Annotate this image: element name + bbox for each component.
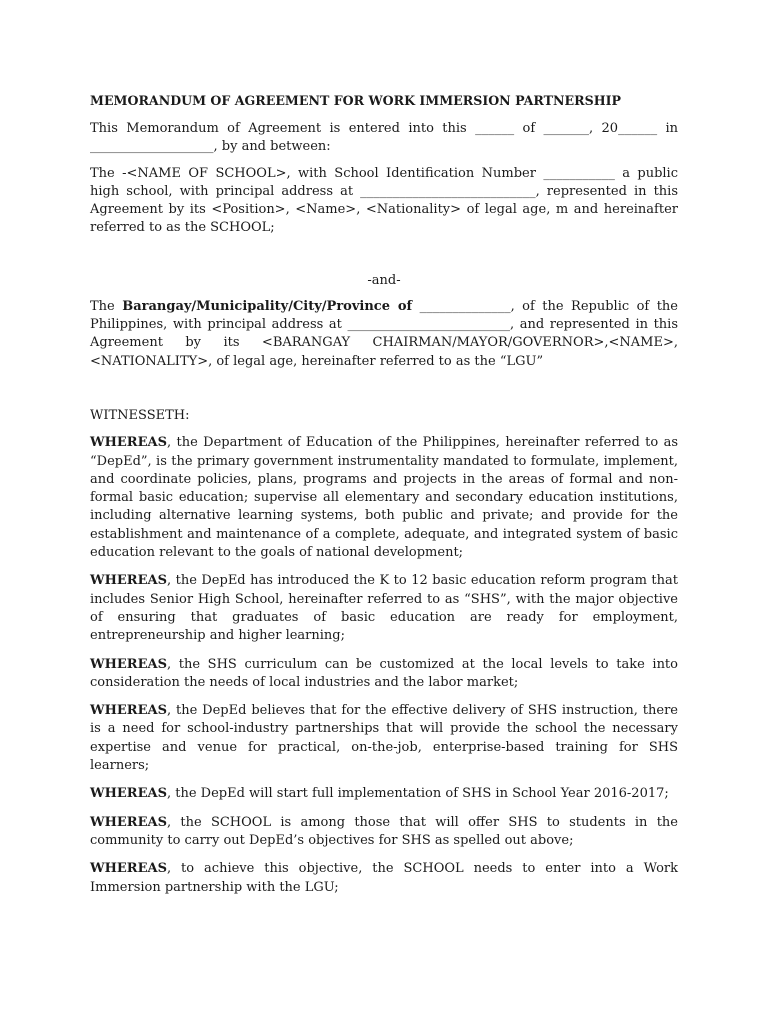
whereas-keyword: WHEREAS — [90, 656, 167, 672]
whereas-keyword: WHEREAS — [90, 786, 167, 802]
lgu-paragraph — [90, 298, 678, 371]
whereas-text: , the SCHOOL is among those that will offer SHS to students in the community to carry out DepEd’s objectives for SHS as spelled out above; — [90, 814, 678, 848]
witnesseth-heading: WITNESSETH: — [90, 407, 190, 423]
and-separator: -and- — [367, 272, 401, 288]
whereas-text: , to achieve this objective, the SCHOOL needs to enter into a Work Immersion partnership with the LGU; — [90, 861, 678, 895]
whereas-keyword: WHEREAS — [90, 814, 167, 830]
whereas-clause — [90, 702, 678, 775]
whereas-clause — [90, 814, 678, 851]
whereas-text: , the Department of Education of the Philippines, hereinafter referred to as “DepEd”, is the primary government instrumentality mandated to formulate, implement, and coordinate policies, plans, programs and projects in the areas of formal and non-formal basic education; supervise all elementary and secondary education institutions, including alternative learning systems, both public and private; and provide for the establishment and maintenance of a complete, adequate, and integrated system of basic education relevant to the goals of national development; — [90, 435, 678, 561]
lgu-bold-label: Barangay/Municipality/City/Province of — [122, 298, 413, 314]
whereas-clause — [90, 434, 678, 562]
whereas-text: , the DepEd will start full implementation of SHS in School Year 2016-2017; — [166, 786, 669, 802]
whereas-keyword: WHEREAS — [90, 435, 167, 451]
document-body — [90, 92, 678, 897]
lgu-prefix: The — [90, 298, 123, 314]
lgu-rest: ______________, of the Republic of the Philippines, with principal address at _________________________, and represented in this Agreement by its <BARANGAY CHAIRMAN/MAYOR/GOVERNOR>,<NAME>, <NATIONALITY>, of legal age, hereinafter referred to as the “LGU” — [90, 298, 679, 369]
whereas-text: , the DepEd has introduced the K to 12 basic education reform program that includes Senior High School, hereinafter referred to as “SHS”, with the major objective of ensuring that graduates of basic education are ready for employment, entrepreneurship and higher learning; — [90, 573, 678, 644]
school-paragraph: The -<NAME OF SCHOOL>, with School Identification Number ___________ a public high school, with principal address at ___________________________, represented in this Agreement by its <Position>, <Name>, <Nationality> of legal age, m and hereinafter referred to as the SCHOOL; — [90, 165, 678, 236]
whereas-clause — [90, 785, 678, 803]
whereas-clause — [90, 656, 678, 693]
whereas-clause — [90, 860, 678, 897]
whereas-keyword: WHEREAS — [90, 861, 167, 877]
whereas-keyword: WHEREAS — [90, 703, 167, 719]
whereas-keyword: WHEREAS — [90, 573, 167, 589]
whereas-clause — [90, 572, 678, 645]
intro-paragraph: This Memorandum of Agreement is entered into this ______ of _______, 20______ in ___________________, by and between: — [90, 121, 678, 155]
whereas-text: , the DepEd believes that for the effective delivery of SHS instruction, there is a need for school-industry partnerships that will provide the school the necessary expertise and venue for practical, on-the-job, enterprise-based training for SHS learners; — [90, 703, 678, 774]
whereas-text: , the SHS curriculum can be customized at the local levels to take into consideration the needs of local industries and the labor market; — [90, 656, 678, 690]
document-title: MEMORANDUM OF AGREEMENT FOR WORK IMMERSION PARTNERSHIP — [90, 93, 621, 108]
